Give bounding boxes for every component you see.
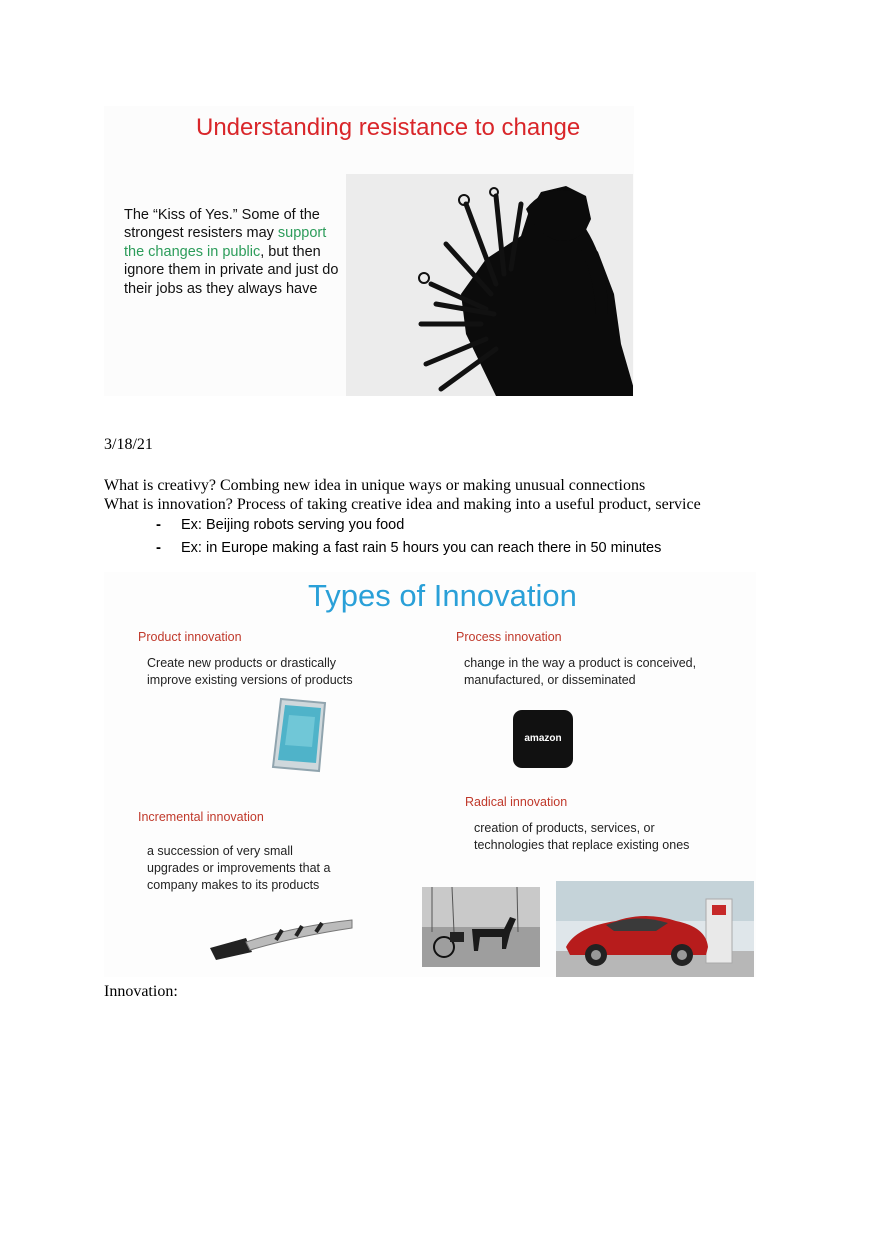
slide-types-of-innovation bbox=[104, 572, 756, 977]
incremental-innovation-line: a succession of very small bbox=[147, 844, 293, 858]
innovation-label: Innovation: bbox=[104, 983, 178, 1000]
slide-resistance-to-change bbox=[104, 106, 634, 396]
bullet-marker: - bbox=[156, 516, 161, 533]
incremental-innovation-line: company makes to its products bbox=[147, 878, 320, 892]
amazon-logo bbox=[513, 710, 573, 768]
incremental-innovation-line: upgrades or improvements that a bbox=[147, 861, 331, 875]
amazon-logo-text: amazon bbox=[524, 733, 562, 744]
radical-innovation-line: technologies that replace existing ones bbox=[474, 838, 690, 852]
innovation-definition: What is innovation? Process of taking creative idea and making into a useful product, service bbox=[104, 496, 701, 513]
body-text-part1: The “Kiss of Yes.” Some of the strongest resisters may bbox=[124, 207, 320, 242]
date-text: 3/18/21 bbox=[104, 436, 153, 453]
slide-body-text bbox=[124, 206, 349, 298]
silhouette-image bbox=[346, 174, 633, 396]
slide-title: Types of Innovation bbox=[308, 578, 577, 613]
bullet-item: Ex: Beijing robots serving you food bbox=[181, 517, 405, 533]
process-innovation-line: manufactured, or disseminated bbox=[464, 673, 636, 687]
smartphone-icon bbox=[267, 695, 331, 775]
horse-carriage-photo bbox=[422, 887, 540, 967]
tesla-car-photo bbox=[556, 881, 754, 977]
product-innovation-line: improve existing versions of products bbox=[147, 673, 353, 687]
bullet-item: Ex: in Europe making a fast rain 5 hours you can reach there in 50 minutes bbox=[181, 540, 662, 556]
radical-innovation-heading: Radical innovation bbox=[465, 795, 568, 809]
product-innovation-heading: Product innovation bbox=[138, 630, 242, 644]
silhouette-with-knives-icon bbox=[346, 174, 633, 396]
creativity-definition: What is creativy? Combing new idea in unique ways or making unusual connections bbox=[104, 477, 646, 494]
incremental-innovation-heading: Incremental innovation bbox=[138, 810, 264, 824]
process-innovation-line: change in the way a product is conceived, bbox=[464, 656, 697, 670]
product-innovation-line: Create new products or drastically bbox=[147, 656, 336, 670]
body-text-highlight: support the changes in public bbox=[124, 225, 327, 260]
body-text-part2: , but then ignore them in private and just do their jobs as they always have bbox=[124, 243, 339, 297]
process-innovation-heading: Process innovation bbox=[456, 630, 562, 644]
radical-innovation-line: creation of products, services, or bbox=[474, 821, 655, 835]
razor-icon bbox=[206, 912, 356, 962]
bullet-marker: - bbox=[156, 539, 161, 556]
slide-title: Understanding resistance to change bbox=[196, 114, 581, 141]
